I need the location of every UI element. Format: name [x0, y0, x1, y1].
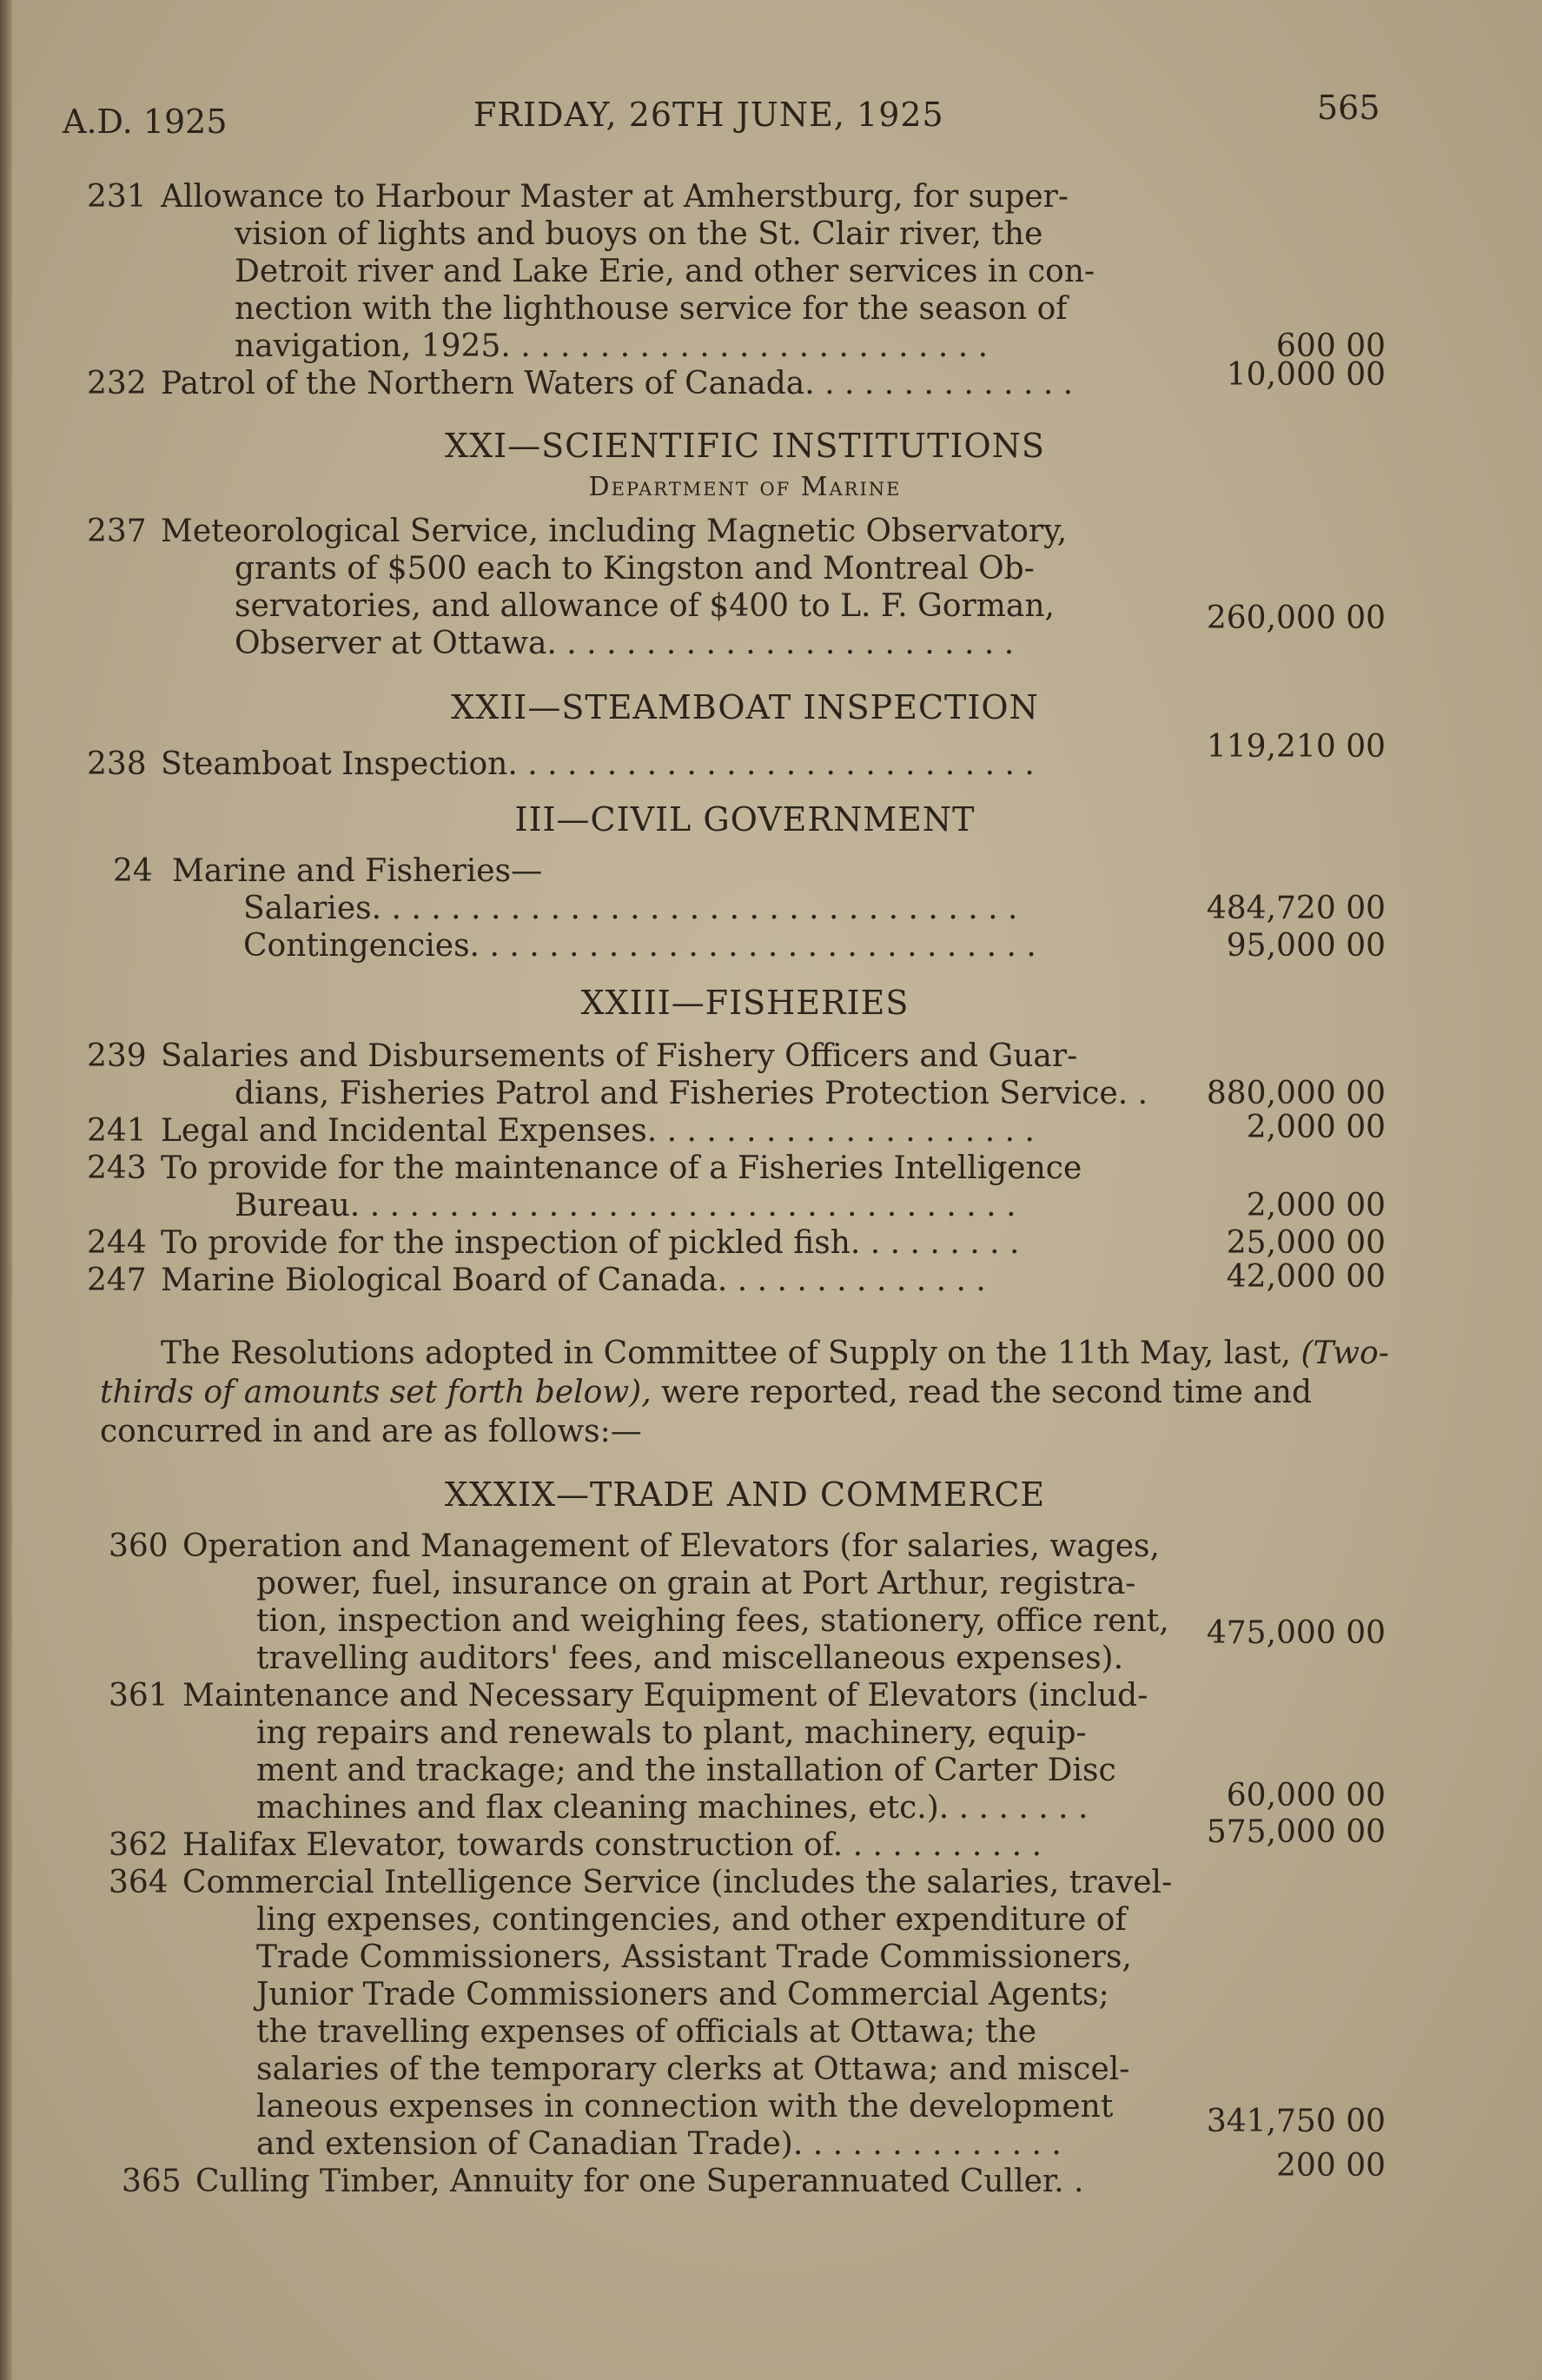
item-line: ing repairs and renewals to plant, machinery, equip- [256, 1715, 1087, 1751]
item-amount: 10,000 00 [1226, 357, 1386, 393]
header-date: FRIDAY, 26TH JUNE, 1925 [473, 96, 944, 134]
item-amount: 2,000 00 [1246, 1110, 1386, 1145]
page-number: 565 [1317, 89, 1380, 127]
vote-item-362 [0, 1814, 1542, 1864]
item-amount: 2,000 00 [1246, 1188, 1386, 1223]
section-heading-xxiii: XXIII—FISHERIES [580, 984, 910, 1022]
vote-item-360 [0, 1528, 1542, 1677]
item-line: Commercial Intelligence Service (includes the salaries, travel- [182, 1865, 1173, 1900]
vote-item-239 [0, 1038, 1542, 1112]
item-number: 238 [87, 746, 147, 782]
item-line: the travelling expenses of officials at Ottawa; the [256, 2014, 1037, 2050]
item-line: and extension of Canadian Trade). . . . . . . . . . . . . . [256, 2126, 1062, 2162]
header-year: A.D. 1925 [63, 103, 228, 141]
item-number: 364 [109, 1865, 169, 1900]
item-amount: 260,000 00 [1206, 600, 1386, 636]
section-heading-xxxix: XXXIX—TRADE AND COMMERCE [444, 1475, 1046, 1514]
item-amount: 119,210 00 [1206, 729, 1386, 765]
item-amount: 42,000 00 [1226, 1259, 1386, 1295]
item-line: Patrol of the Northern Waters of Canada. . . . . . . . . . . . . . [161, 366, 1074, 401]
item-amount: 60,000 00 [1226, 1778, 1386, 1813]
item-line: tion, inspection and weighing fees, stationery, office rent, [256, 1603, 1169, 1639]
resolution-paragraph [100, 1334, 1403, 1451]
vote-item-364 [0, 1864, 1542, 2163]
item-line: Salaries and Disbursements of Fishery Officers and Guar- [161, 1038, 1078, 1074]
item-number: 24 [113, 853, 153, 889]
item-number: 361 [109, 1678, 169, 1714]
item-amount: 475,000 00 [1206, 1615, 1386, 1651]
vote-item-238 [0, 729, 1542, 783]
item-amount: 880,000 00 [1206, 1076, 1386, 1111]
item-line: ling expenses, contingencies, and other expenditure of [256, 1902, 1127, 1938]
item-line: grants of $500 each to Kingston and Montreal Ob- [235, 551, 1035, 587]
section-subheading-marine: Department of Marine [588, 472, 902, 502]
vote-item-247 [0, 1259, 1542, 1299]
item-line: laneous expenses in connection with the development [256, 2089, 1114, 2125]
item-line: navigation, 1925. . . . . . . . . . . . . . . . . . . . . . . . . [235, 328, 989, 364]
item-number: 243 [87, 1150, 147, 1186]
vote-item-361 [0, 1677, 1542, 1826]
item-line: Legal and Incidental Expenses. . . . . . . . . . . . . . . . . . . . [161, 1113, 1035, 1149]
vote-item-244 [0, 1224, 1542, 1262]
item-line: Steamboat Inspection. . . . . . . . . . . . . . . . . . . . . . . . . . . [161, 746, 1035, 782]
item-number: 360 [109, 1528, 169, 1564]
vote-item-241 [0, 1112, 1542, 1150]
item-number: 365 [122, 2164, 182, 2199]
item-line: Halifax Elevator, towards construction of. . . . . . . . . . . [182, 1827, 1042, 1863]
item-line: power, fuel, insurance on grain at Port Arthur, registra- [256, 1566, 1136, 1601]
vote-item-231 [0, 178, 1542, 365]
item-line: salaries of the temporary clerks at Ottawa; and miscel- [256, 2052, 1130, 2087]
item-line: ment and trackage; and the installation of Carter Disc [256, 1753, 1116, 1788]
item-number: 231 [87, 179, 147, 215]
item-line: To provide for the inspection of pickled fish. . . . . . . . . [161, 1225, 1020, 1261]
item-line: Culling Timber, Annuity for one Superannuated Culler. . [195, 2164, 1084, 2199]
item-number: 241 [87, 1113, 147, 1149]
item-line: travelling auditors' fees, and miscellaneous expenses). [256, 1641, 1124, 1676]
vote-item-243 [0, 1150, 1542, 1224]
item-amount: 600 00 [1276, 328, 1386, 364]
item-amount: 25,000 00 [1226, 1225, 1386, 1261]
item-number: 239 [87, 1038, 147, 1074]
item-number: 232 [87, 366, 147, 401]
item-line: Detroit river and Lake Erie, and other services in con- [235, 254, 1095, 289]
item-line: To provide for the maintenance of a Fisheries Intelligence [161, 1150, 1082, 1186]
resolution-text-italic: (Two-thirds of amounts set forth below), [100, 1336, 1389, 1410]
item-line: machines and flax cleaning machines, etc.). . . . . . . . [256, 1790, 1089, 1826]
item-line: Trade Commissioners, Assistant Trade Commissioners, [256, 1939, 1132, 1975]
item-line: servatories, and allowance of $400 to L. F. Gorman, [235, 588, 1055, 624]
item-line: Observer at Ottawa. . . . . . . . . . . . . . . . . . . . . . . . [235, 626, 1015, 661]
resolution-text-part2: were reported, read the second time and concurred in and are as follows:— [100, 1375, 1313, 1449]
page-content [0, 178, 1542, 2200]
amount-salaries: 484,720 00 [1206, 891, 1386, 926]
item-line: nection with the lighthouse service for the season of [235, 291, 1068, 327]
vote-item-24 [0, 852, 1542, 965]
item-line: Junior Trade Commissioners and Commercial Agents; [256, 1977, 1109, 2012]
page-header [0, 89, 1542, 148]
vote-item-232 [0, 357, 1542, 402]
item-line: Bureau. . . . . . . . . . . . . . . . . . . . . . . . . . . . . . . . . . [235, 1188, 1016, 1223]
section-heading-xxii: XXII—STEAMBOAT INSPECTION [451, 688, 1039, 726]
item-number: 247 [87, 1263, 147, 1298]
section-heading-xxi: XXI—SCIENTIFIC INSTITUTIONS [445, 427, 1045, 465]
item-amount: 200 00 [1276, 2148, 1386, 2184]
item-line: Meteorological Service, including Magnetic Observatory, [161, 514, 1068, 549]
amount-contingencies: 95,000 00 [1226, 928, 1386, 964]
item-number: 237 [87, 514, 147, 549]
item-line: Contingencies. . . . . . . . . . . . . . . . . . . . . . . . . . . . . [243, 928, 1036, 964]
item-line: vision of lights and buoys on the St. Clair river, the [235, 216, 1043, 252]
item-line: Marine Biological Board of Canada. . . . . . . . . . . . . . [161, 1263, 986, 1298]
section-heading-iii: III—CIVIL GOVERNMENT [514, 800, 976, 839]
vote-item-365 [0, 2148, 1542, 2200]
item-amount: 575,000 00 [1206, 1814, 1386, 1850]
vote-item-237 [0, 513, 1542, 662]
item-amount: 341,750 00 [1206, 2104, 1386, 2139]
item-line: dians, Fisheries Patrol and Fisheries Protection Service. . [235, 1076, 1148, 1111]
item-line: Allowance to Harbour Master at Amherstburg, for super- [161, 179, 1069, 215]
item-line: Operation and Management of Elevators (for salaries, wages, [182, 1528, 1160, 1564]
item-number: 362 [109, 1827, 169, 1863]
resolution-text-part1: The Resolutions adopted in Committee of Supply on the 11th May, last, [161, 1336, 1291, 1371]
item-line: Salaries. . . . . . . . . . . . . . . . . . . . . . . . . . . . . . . . . [243, 891, 1018, 926]
item-line: Maintenance and Necessary Equipment of Elevators (includ- [182, 1678, 1148, 1714]
item-number: 244 [87, 1225, 147, 1261]
item-line: Marine and Fisheries— [172, 853, 543, 889]
